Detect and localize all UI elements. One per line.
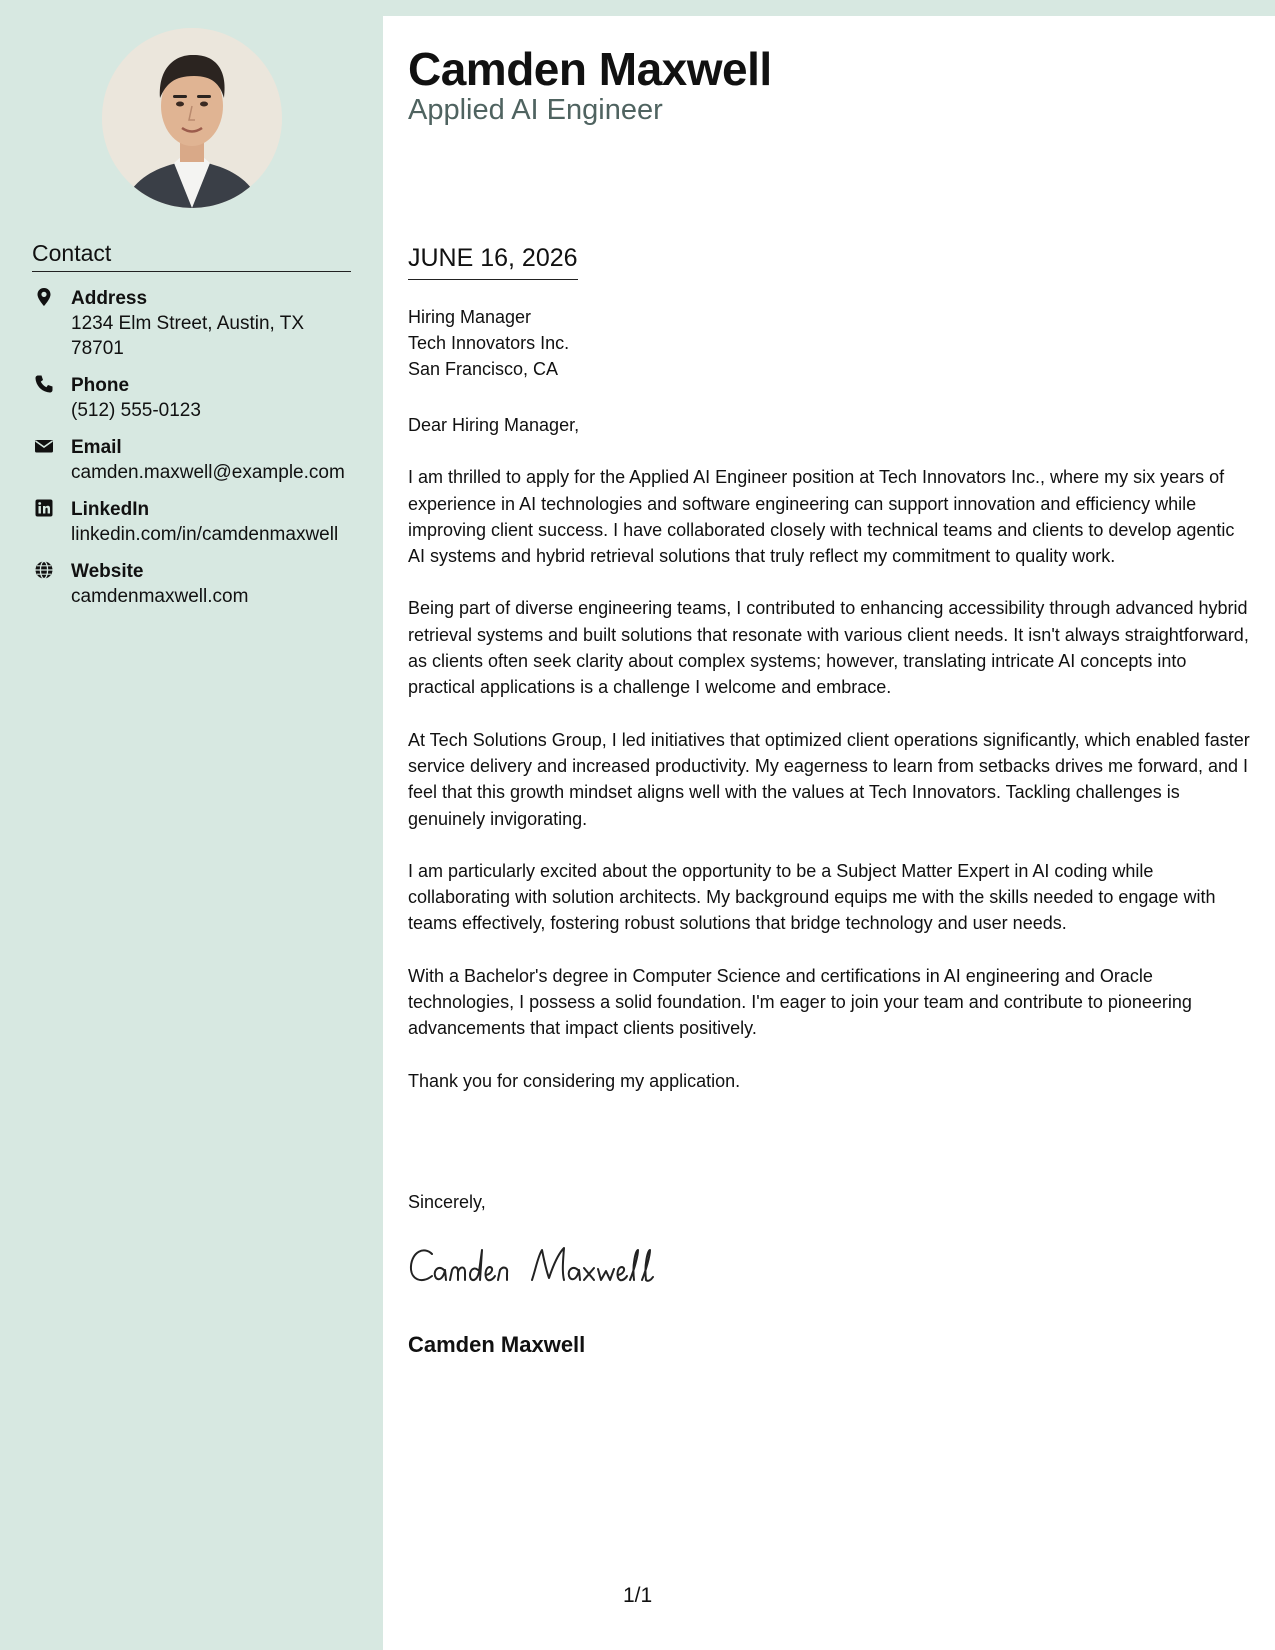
letter-body (408, 412, 1253, 1120)
letter-paragraph: I am particularly excited about the opportunity to be a Subject Matter Expert in AI coding while collaborating with solution architects. My background equips me with the skills needed to engage with teams effectively, fostering robust solutions that bridge technology and user needs. (408, 860, 1216, 934)
contact-label-website: Website (71, 561, 144, 582)
letter-page (383, 16, 1275, 1650)
letter-paragraph: With a Bachelor's degree in Computer Science and certifications in AI engineering and Oracle technologies, I possess a solid foundation. I'm eager to join your team and contribute to pioneering advancements that impact clients positively. (408, 965, 1192, 1039)
handwritten-signature (408, 1240, 678, 1296)
letter-paragraph: Being part of diverse engineering teams, I contributed to enhancing accessibility through advanced hybrid retrieval systems and built solutions that resonate with various client needs. It isn't always straightforward, as clients often seek clarity about complex systems; however, translating intricate AI concepts into practical applications is a challenge I welcome and embrace. (408, 598, 1249, 698)
contact-value-linkedin: linkedin.com/in/camdenmaxwell (71, 524, 339, 545)
applicant-title: Applied AI Engineer (408, 94, 663, 126)
avatar (102, 28, 282, 208)
contact-list (32, 286, 372, 621)
globe-icon (34, 560, 54, 580)
contact-label-linkedin: LinkedIn (71, 499, 150, 520)
portrait-image (102, 28, 282, 208)
contact-item-linkedin (32, 497, 372, 547)
page-number: 1/1 (623, 1584, 653, 1607)
signer-name: Camden Maxwell (408, 1332, 586, 1357)
applicant-name: Camden Maxwell (408, 43, 772, 95)
contact-item-address (32, 286, 372, 361)
sidebar (0, 0, 383, 1650)
letter-paragraph: At Tech Solutions Group, I led initiatives that optimized client operations significantly, which enabled faster service delivery and increased productivity. My eagerness to learn from setbacks drives me forward, and I feel that this growth mindset aligns well with the values at Tech Innovators. Tackling challenges is genuinely invigorating. (408, 729, 1250, 829)
contact-label-email: Email (71, 437, 122, 458)
contact-label-address: Address (71, 288, 148, 309)
contact-item-email (32, 435, 372, 485)
recipient-block (408, 304, 569, 382)
contact-value-email: camden.maxwell@example.com (71, 462, 345, 483)
closing: Sincerely, (408, 1192, 486, 1212)
contact-value-address: 1234 Elm Street, Austin, TX 78701 (71, 313, 305, 359)
contact-item-phone (32, 373, 372, 423)
letter-date: JUNE 16, 2026 (408, 244, 578, 280)
contact-heading: Contact (32, 240, 351, 272)
contact-item-website (32, 559, 372, 609)
phone-icon (34, 374, 54, 394)
recipient-line: Tech Innovators Inc. (408, 333, 570, 353)
recipient-line: San Francisco, CA (408, 359, 559, 379)
contact-label-phone: Phone (71, 375, 130, 396)
letter-paragraph: I am thrilled to apply for the Applied AI Engineer position at Tech Innovators Inc., where my six years of experience in AI technologies and software engineering can support innovation and efficiency while improving client success. I have collaborated closely with technical teams and clients to develop agentic AI systems and hybrid retrieval solutions that truly reflect my commitment to quality work. (408, 467, 1235, 567)
recipient-line: Hiring Manager (408, 307, 532, 327)
letter-paragraph: Thank you for considering my application. (408, 1070, 741, 1091)
map-pin-icon (34, 287, 54, 307)
contact-value-website: camdenmaxwell.com (71, 586, 249, 607)
email-icon (34, 436, 54, 456)
linkedin-icon (34, 498, 54, 518)
salutation: Dear Hiring Manager, (408, 415, 580, 435)
contact-value-phone: (512) 555-0123 (71, 400, 201, 421)
